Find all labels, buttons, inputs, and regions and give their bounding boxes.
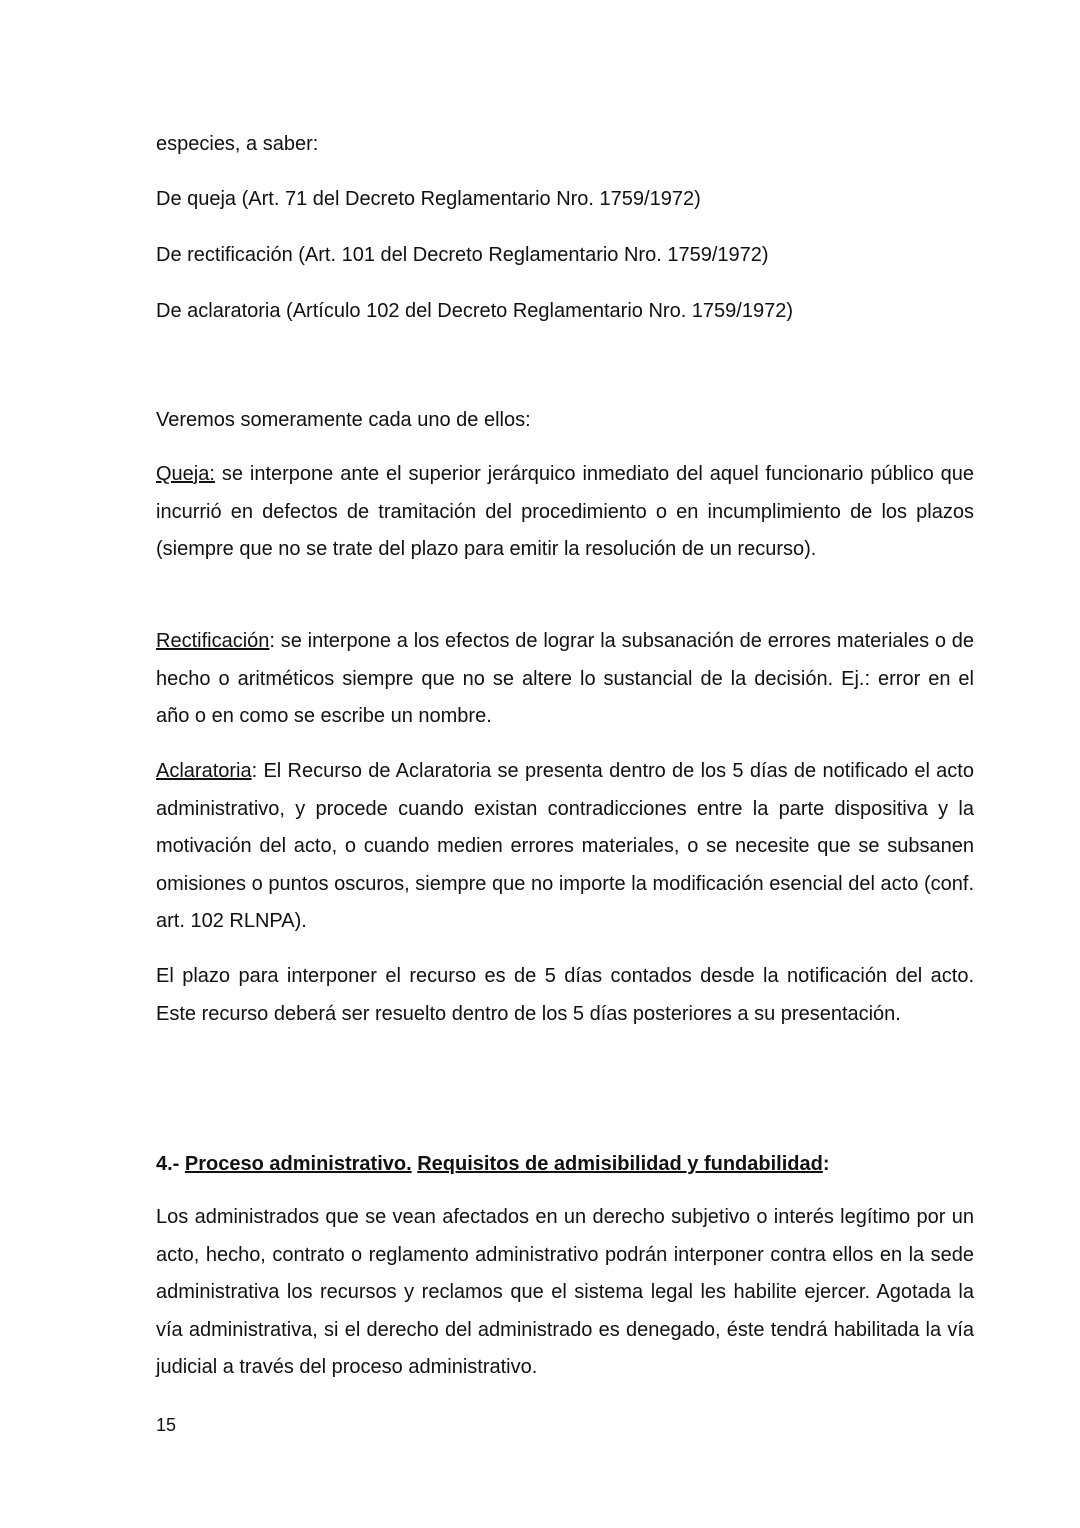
list-item-queja: De queja (Art. 71 del Decreto Reglamentario Nro. 1759/1972) — [156, 188, 701, 210]
rectificacion-text: : se interpone a los efectos de lograr la subsanación de errores materiales o de hecho o aritméticos siempre que no se altere lo sustancial de la decisión. Ej.: error en el año o en como se escribe un nombre. — [156, 630, 974, 728]
section-heading — [156, 1148, 830, 1180]
plazo-paragraph: El plazo para interponer el recurso es de 5 días contados desde la notificación del acto. Este recurso deberá ser resuelto dentro de los 5 días posteriores a su presentación. — [156, 965, 974, 1025]
overview-line: Veremos someramente cada uno de ellos: — [156, 409, 531, 431]
queja-text: se interpone ante el superior jerárquico inmediato del aquel funcionario público que incurrió en defectos de tramitación del procedimiento o en incumplimiento de los plazos (siempre que no se trate del plazo para emitir la resolución de un recurso). — [156, 463, 974, 561]
aclaratoria-paragraph — [156, 753, 974, 941]
section-paragraph: Los administrados que se vean afectados en un derecho subjetivo o interés legítimo por un acto, hecho, contrato o reglamento administrativo podrán interponer contra ellos en la sede administrativa los recursos y reclamos que el sistema legal les habilite ejercer. Agotada la vía administrativa, si el derecho del administrado es denegado, éste tendrá habilitada la vía judicial a través del proceso administrativo. — [156, 1206, 974, 1379]
section-title-part2: Requisitos de admisibilidad y fundabilidad — [417, 1153, 823, 1175]
queja-term: Queja: — [156, 463, 215, 485]
rectificacion-term: Rectificación — [156, 630, 270, 652]
list-item-aclaratoria: De aclaratoria (Artículo 102 del Decreto Reglamentario Nro. 1759/1972) — [156, 300, 794, 322]
list-item-rectificacion: De rectificación (Art. 101 del Decreto Reglamentario Nro. 1759/1972) — [156, 244, 769, 266]
aclaratoria-term: Aclaratoria — [156, 760, 252, 782]
section-colon: : — [822, 1153, 830, 1175]
rectificacion-paragraph — [156, 623, 974, 736]
section-title-part1: Proceso administrativo. — [184, 1153, 412, 1175]
section-number: 4.- — [156, 1153, 185, 1175]
page-number: 15 — [156, 1415, 177, 1435]
intro-line: especies, a saber: — [156, 133, 319, 155]
aclaratoria-text: : El Recurso de Aclaratoria se presenta dentro de los 5 días de notificado el acto administrativo, y procede cuando existan contradicciones entre la parte dispositiva y la motivación del acto, o cuando medien errores materiales, o se necesite que se subsanen omisiones o puntos oscuros, siempre que no importe la modificación esencial del acto (conf. art. 102 RLNPA). — [156, 760, 974, 933]
queja-paragraph — [156, 456, 974, 569]
